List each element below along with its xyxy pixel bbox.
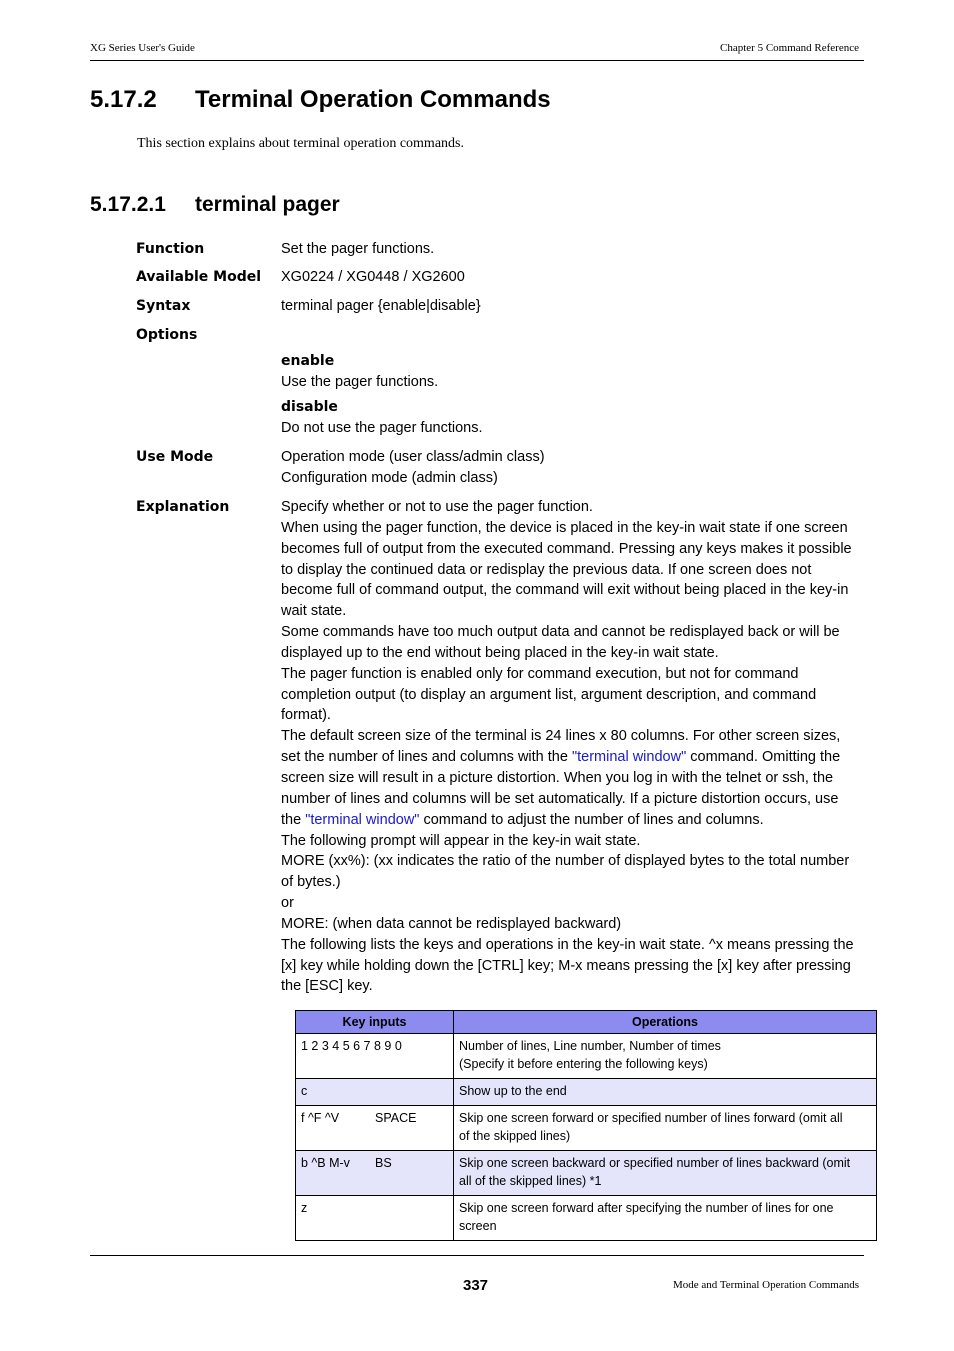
model-label: Available Model	[136, 269, 262, 285]
key-operations-table	[295, 1010, 877, 1241]
explanation-line: number of lines and columns will be set automatically. If a picture distortion occurs, use	[281, 790, 839, 807]
explanation-line: MORE: (when data cannot be redisplayed backward)	[281, 915, 622, 932]
use-mode-line-1: Operation mode (user class/admin class)	[281, 449, 545, 465]
operation-line: all of the skipped lines) *1	[459, 1174, 602, 1188]
table-row	[296, 1034, 877, 1079]
explanation-line	[281, 747, 865, 768]
operation-cell	[454, 1079, 877, 1106]
syntax-label: Syntax	[136, 298, 191, 314]
explanation-line: to display the continued data or redisplay the previous data. If one screen does not	[281, 561, 812, 578]
operation-cell	[454, 1106, 877, 1151]
key-input-cell	[296, 1151, 454, 1196]
operation-line: Skip one screen forward or specified number of lines forward (omit all	[459, 1111, 843, 1125]
explanation-line: MORE (xx%): (xx indicates the ratio of the number of displayed bytes to the total number	[281, 853, 850, 870]
explanation-line: the [ESC] key.	[281, 978, 373, 995]
operation-cell	[454, 1151, 877, 1196]
explanation-line: The default screen size of the terminal is 24 lines x 80 columns. For other screen sizes,	[281, 728, 841, 745]
explanation-line: wait state.	[281, 603, 347, 620]
explanation-line: [x] key while holding down the [CTRL] key; M-x means pressing the [x] key after pressing	[281, 957, 851, 974]
option-desc-enable: Use the pager functions.	[281, 374, 439, 390]
explanation-line: displayed up to the end without being placed in the key-in wait state.	[281, 644, 719, 661]
terminal-window-link[interactable]: "terminal window"	[305, 811, 420, 828]
operation-line: Show up to the end	[459, 1084, 567, 1098]
table-header-row	[296, 1011, 877, 1034]
explanation-text-fragment: set the number of lines and columns with the	[281, 749, 572, 766]
table-row	[296, 1106, 877, 1151]
key-input-primary: z	[301, 1201, 308, 1215]
header-rule	[90, 60, 864, 61]
explanation-line: completion output (to display an argument list, argument description, and command	[281, 686, 817, 703]
operation-cell	[454, 1034, 877, 1079]
terminal-window-link[interactable]: "terminal window"	[571, 749, 687, 766]
option-name-disable: disable	[281, 399, 338, 415]
model-value: XG0224 / XG0448 / XG2600	[281, 269, 465, 285]
explanation-line: The following lists the keys and operations in the key-in wait state. ^x means pressing the	[281, 936, 854, 953]
subsection-number: 5.17.2.1	[90, 193, 166, 216]
explanation-text-fragment: the	[281, 811, 306, 828]
explanation-line: Specify whether or not to use the pager function.	[281, 499, 593, 515]
key-input-primary: c	[301, 1084, 308, 1098]
subsection-heading	[90, 193, 340, 217]
explanation-line: screen size will result in a picture distortion. When you log in with the telnet or ssh, the	[281, 769, 834, 786]
operation-line: of the skipped lines)	[459, 1129, 571, 1143]
function-value: Set the pager functions.	[281, 241, 435, 257]
key-input-secondary: BS	[375, 1156, 392, 1170]
use-mode-label: Use Mode	[136, 449, 214, 465]
key-input-primary: b ^B M-v	[301, 1156, 350, 1170]
explanation-line: or	[281, 895, 294, 912]
operation-line: (Specify it before entering the following keys)	[459, 1057, 708, 1071]
use-mode-line-2: Configuration mode (admin class)	[281, 470, 498, 486]
operation-line: screen	[459, 1219, 497, 1233]
operation-line: Skip one screen backward or specified number of lines backward (omit	[459, 1156, 851, 1170]
explanation-line: Some commands have too much output data and cannot be redisplayed back or will be	[281, 624, 840, 641]
running-header-chapter: Chapter 5 Command Reference	[720, 42, 859, 54]
key-input-cell	[296, 1196, 454, 1241]
operation-line: Skip one screen forward after specifying the number of lines for one	[459, 1201, 834, 1215]
explanation-line: become full of command output, the command will exit without being placed in the key-in	[281, 582, 849, 599]
footer-section-title: Mode and Terminal Operation Commands	[673, 1279, 859, 1291]
explanation-line	[281, 810, 865, 831]
function-label: Function	[136, 241, 205, 257]
explanation-line: When using the pager function, the device is placed in the key-in wait state if one screen	[281, 519, 848, 536]
subsection-title: terminal pager	[195, 193, 340, 216]
table-row	[296, 1151, 877, 1196]
key-input-cell	[296, 1106, 454, 1151]
key-input-secondary: SPACE	[375, 1111, 417, 1125]
key-input-primary: 1 2 3 4 5 6 7 8 9 0	[301, 1039, 402, 1053]
explanation-line: becomes full of output from the executed command. Pressing any keys makes it possible	[281, 540, 852, 557]
operation-cell	[454, 1196, 877, 1241]
syntax-value: terminal pager {enable|disable}	[281, 298, 481, 314]
footer-rule	[90, 1255, 864, 1256]
explanation-label: Explanation	[136, 499, 230, 515]
explanation-line: The pager function is enabled only for command execution, but not for command	[281, 665, 799, 682]
explanation-line: The following prompt will appear in the key-in wait state.	[281, 832, 641, 849]
section-intro: This section explains about terminal operation commands.	[137, 136, 464, 151]
table-row	[296, 1079, 877, 1106]
page-number: 337	[463, 1277, 489, 1294]
section-heading	[90, 86, 551, 114]
column-header-key-inputs: Key inputs	[296, 1011, 454, 1034]
section-title: Terminal Operation Commands	[195, 86, 551, 113]
operation-line: Number of lines, Line number, Number of times	[459, 1039, 721, 1053]
column-header-operations: Operations	[454, 1011, 877, 1034]
option-name-enable: enable	[281, 353, 335, 369]
options-label: Options	[136, 327, 198, 343]
explanation-text-fragment: command to adjust the number of lines and columns.	[419, 811, 764, 828]
explanation-text	[281, 497, 865, 997]
key-input-cell	[296, 1034, 454, 1079]
running-header-title: XG Series User's Guide	[90, 42, 195, 54]
section-number: 5.17.2	[90, 86, 157, 113]
option-desc-disable: Do not use the pager functions.	[281, 420, 483, 436]
explanation-line: of bytes.)	[281, 874, 341, 891]
key-input-primary: f ^F ^V	[301, 1111, 340, 1125]
explanation-line: format).	[281, 707, 331, 724]
explanation-text-fragment: command. Omitting the	[686, 749, 841, 766]
table-row	[296, 1196, 877, 1241]
key-input-cell	[296, 1079, 454, 1106]
